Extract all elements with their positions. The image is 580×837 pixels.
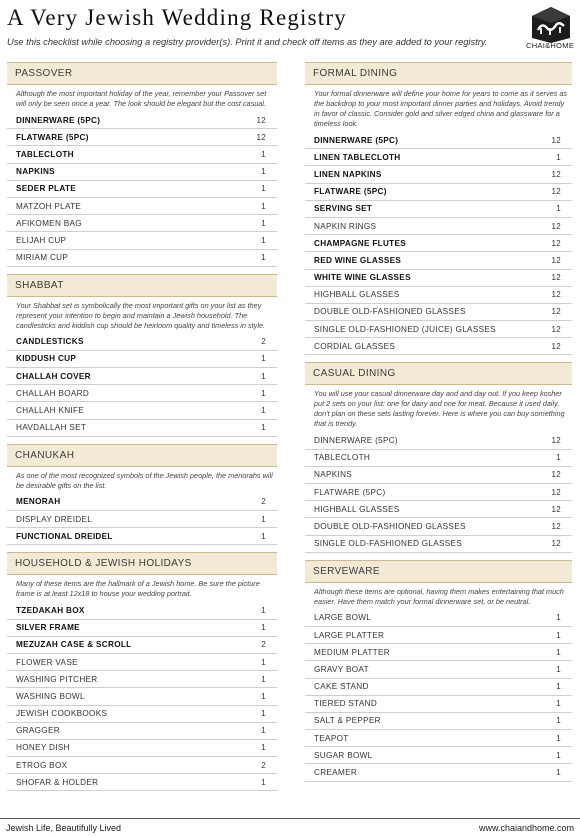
item-name: FLATWARE (5PC) [16, 132, 89, 142]
registry-item-row [305, 450, 572, 467]
item-quantity: 12 [256, 115, 266, 125]
item-name: MENORAH [16, 497, 61, 507]
item-quantity: 1 [261, 726, 266, 736]
item-quantity: 1 [556, 716, 561, 726]
item-quantity: 1 [261, 201, 266, 211]
item-name: GRAGGER [16, 726, 60, 736]
registry-item-row [305, 287, 572, 304]
registry-item-row [7, 181, 277, 198]
item-quantity: 1 [556, 733, 561, 743]
section-household-jewish-holidays [7, 552, 277, 791]
item-name: LINEN TABLECLOTH [314, 152, 401, 162]
item-name: SINGLE OLD-FASHIONED (JUICE) GLASSES [314, 324, 496, 334]
registry-item-row [7, 420, 277, 437]
item-quantity: 1 [261, 691, 266, 701]
item-name: SILVER FRAME [16, 623, 80, 633]
registry-item-row [305, 501, 572, 518]
item-name: SERVING SET [314, 204, 373, 214]
registry-item-row [7, 637, 277, 654]
item-quantity: 12 [551, 436, 561, 446]
item-quantity: 1 [261, 354, 266, 364]
item-quantity: 1 [556, 204, 561, 214]
registry-item-row [7, 250, 277, 267]
registry-item-row [7, 164, 277, 181]
item-name: WASHING BOWL [16, 691, 85, 701]
item-name: ELIJAH CUP [16, 235, 67, 245]
footer-website-link[interactable]: www.chaiandhome.com [478, 823, 574, 833]
item-name: RED WINE GLASSES [314, 255, 402, 265]
registry-item-row [7, 351, 277, 368]
item-quantity: 12 [551, 470, 561, 480]
item-quantity: 12 [551, 307, 561, 317]
footer-divider [0, 818, 580, 819]
item-name: CREAMER [314, 768, 358, 778]
footer-tagline: Jewish Life, Beautifully Lived [6, 823, 122, 833]
item-name: LARGE PLATTER [314, 630, 385, 640]
registry-item-row [305, 218, 572, 235]
registry-item-row [305, 536, 572, 553]
registry-item-row [7, 706, 277, 723]
section-heading: CHANUKAH [7, 444, 277, 467]
item-quantity: 1 [261, 423, 266, 433]
item-quantity: 12 [551, 221, 561, 231]
item-quantity: 1 [261, 253, 266, 263]
item-quantity: 1 [556, 152, 561, 162]
section-heading: HOUSEHOLD & JEWISH HOLIDAYS [7, 552, 277, 575]
left-column [7, 62, 277, 798]
registry-item-row [7, 671, 277, 688]
item-name: HIGHBALL GLASSES [314, 504, 400, 514]
registry-item-row [305, 149, 572, 166]
item-quantity: 2 [261, 497, 266, 507]
registry-item-row [305, 166, 572, 183]
item-quantity: 1 [261, 371, 266, 381]
item-quantity: 1 [261, 514, 266, 524]
section-heading: SHABBAT [7, 274, 277, 297]
registry-item-row [7, 757, 277, 774]
section-heading: FORMAL DINING [305, 62, 572, 85]
registry-item-row [7, 654, 277, 671]
item-quantity: 12 [551, 341, 561, 351]
item-name: CHALLAH KNIFE [16, 406, 85, 416]
section-chanukah [7, 444, 277, 546]
chai-and-home-logo-icon [524, 4, 578, 44]
section-heading: PASSOVER [7, 62, 277, 85]
item-name: FUNCTIONAL DREIDEL [16, 531, 113, 541]
item-quantity: 12 [551, 487, 561, 497]
item-name: DINNERWARE (5PC) [314, 436, 398, 446]
item-name: ETROG BOX [16, 760, 68, 770]
item-quantity: 12 [551, 255, 561, 265]
registry-item-row [305, 252, 572, 269]
registry-item-row [7, 723, 277, 740]
registry-item-row [305, 696, 572, 713]
section-serveware [305, 560, 572, 782]
item-name: TABLECLOTH [314, 453, 371, 463]
section-description: As one of the most recognized symbols of the Jewish people, the menorahs will be desirable gifts on the list. [16, 470, 273, 490]
registry-item-row [305, 713, 572, 730]
item-name: DISPLAY DREIDEL [16, 514, 93, 524]
item-quantity: 1 [261, 149, 266, 159]
item-quantity: 1 [556, 613, 561, 623]
item-name: LARGE BOWL [314, 613, 372, 623]
registry-item-row [7, 494, 277, 511]
item-quantity: 12 [551, 238, 561, 248]
registry-item-row [7, 198, 277, 215]
section-formal-dining [305, 62, 572, 355]
registry-item-row [305, 764, 572, 781]
registry-item-row [7, 112, 277, 129]
section-heading: CASUAL DINING [305, 362, 572, 385]
item-name: CANDLESTICKS [16, 337, 84, 347]
item-name: NAPKINS [314, 470, 353, 480]
item-name: SALT & PEPPER [314, 716, 381, 726]
item-name: HIGHBALL GLASSES [314, 290, 400, 300]
item-name: HONEY DISH [16, 743, 70, 753]
item-quantity: 12 [551, 521, 561, 531]
section-description: You will use your casual dinnerware day and and day out. If you keep kosher put 2 sets on your list: one for dairy and one for meat. Because it used daily, don't plan on these sets lasting forever. Here is where you can buy something that is trendy. [314, 389, 565, 429]
item-name: NAPKINS [16, 167, 55, 177]
item-quantity: 12 [551, 187, 561, 197]
registry-item-row [7, 774, 277, 791]
registry-item-row [7, 620, 277, 637]
item-quantity: 2 [261, 640, 266, 650]
item-name: LINEN NAPKINS [314, 169, 382, 179]
page-title: A Very Jewish Wedding Registry [7, 5, 347, 30]
registry-item-row [305, 679, 572, 696]
item-quantity: 12 [551, 539, 561, 549]
item-name: DOUBLE OLD-FASHIONED GLASSES [314, 307, 466, 317]
item-quantity: 1 [261, 743, 266, 753]
item-quantity: 1 [261, 184, 266, 194]
item-quantity: 12 [551, 504, 561, 514]
item-name: GRAVY BOAT [314, 664, 369, 674]
item-name: CHAMPAGNE FLUTES [314, 238, 406, 248]
registry-item-row [7, 402, 277, 419]
registry-item-row [7, 129, 277, 146]
registry-item-row [7, 215, 277, 232]
item-quantity: 1 [261, 167, 266, 177]
registry-item-row [305, 747, 572, 764]
item-quantity: 12 [551, 169, 561, 179]
item-quantity: 1 [261, 623, 266, 633]
item-name: CHALLAH COVER [16, 371, 91, 381]
registry-item-row [305, 432, 572, 449]
item-name: MEZUZAH CASE & SCROLL [16, 640, 132, 650]
item-name: DINNERWARE (5PC) [314, 135, 399, 145]
item-name: SINGLE OLD-FASHIONED GLASSES [314, 539, 463, 549]
item-quantity: 1 [556, 750, 561, 760]
item-quantity: 1 [556, 699, 561, 709]
section-description: Although the most important holiday of the year, remember your Passover set will only be seen once a year. The look should be elegant but the cost casual. [16, 89, 267, 108]
registry-item-row [7, 602, 277, 619]
section-description: Although these items are optional, having them makes entertaining that much easier. Have them match your formal dinnerware set, or be neutral. [314, 586, 564, 606]
item-name: MATZOH PLATE [16, 201, 82, 211]
item-quantity: 1 [261, 218, 266, 228]
item-quantity: 1 [261, 388, 266, 398]
registry-item-row [305, 235, 572, 252]
registry-item-row [7, 146, 277, 163]
registry-item-row [305, 661, 572, 678]
item-name: CAKE STAND [314, 682, 369, 692]
registry-item-row [305, 270, 572, 287]
registry-item-row [305, 467, 572, 484]
item-quantity: 1 [261, 709, 266, 719]
registry-item-row [305, 610, 572, 627]
item-quantity: 12 [551, 324, 561, 334]
item-name: WHITE WINE GLASSES [314, 273, 411, 283]
item-name: DINNERWARE (5PC) [16, 115, 101, 125]
item-name: WASHING PITCHER [16, 674, 98, 684]
registry-item-row [305, 184, 572, 201]
item-name: FLATWARE (5PC) [314, 487, 386, 497]
section-passover [7, 62, 277, 267]
registry-item-row [7, 511, 277, 528]
item-name: SHOFAR & HOLDER [16, 777, 99, 787]
registry-item-row [7, 334, 277, 351]
logo-wordmark: CHAI&HOME [526, 41, 575, 50]
page-subtitle: Use this checklist while choosing a registry provider(s). Print it and check off items as they are added to your registry. [7, 37, 488, 47]
section-casual-dining [305, 362, 572, 552]
item-name: TIERED STAND [314, 699, 378, 709]
registry-item-row [305, 627, 572, 644]
registry-item-row [305, 304, 572, 321]
item-quantity: 12 [551, 290, 561, 300]
item-name: TZEDAKAH BOX [16, 605, 85, 615]
registry-item-row [305, 321, 572, 338]
section-heading: SERVEWARE [305, 560, 572, 583]
section-shabbat [7, 274, 277, 437]
registry-item-row [305, 132, 572, 149]
item-quantity: 12 [551, 135, 561, 145]
item-name: NAPKIN RINGS [314, 221, 377, 231]
item-quantity: 1 [556, 768, 561, 778]
item-name: FLATWARE (5PC) [314, 187, 387, 197]
item-quantity: 1 [556, 664, 561, 674]
item-name: SEDER PLATE [16, 184, 77, 194]
item-quantity: 1 [556, 647, 561, 657]
item-quantity: 1 [556, 453, 561, 463]
registry-item-row [7, 368, 277, 385]
item-quantity: 1 [261, 657, 266, 667]
registry-item-row [305, 730, 572, 747]
item-quantity: 12 [551, 273, 561, 283]
registry-item-row [7, 688, 277, 705]
registry-item-row [305, 201, 572, 218]
item-name: SUGAR BOWL [314, 750, 373, 760]
registry-item-row [7, 740, 277, 757]
section-description: Your Shabbat set is symbolically the most important gifts on your list as they represent your intention to begin and maintain a Jewish household. The candlesticks and kiddish cup should be heirloom quality and timeless in style. [16, 300, 266, 330]
item-quantity: 12 [256, 132, 266, 142]
registry-item-row [7, 232, 277, 249]
item-name: HAVDALLAH SET [16, 423, 87, 433]
section-description: Many of these items are the hallmark of a Jewish home. Be sure the picture frame is at least 12x18 to house your wedding portrait. [16, 579, 260, 599]
registry-item-row [7, 385, 277, 402]
item-name: TEAPOT [314, 733, 349, 743]
item-quantity: 2 [261, 760, 266, 770]
item-name: FLOWER VASE [16, 657, 78, 667]
registry-item-row [305, 338, 572, 355]
item-name: TABLECLOTH [16, 149, 74, 159]
item-name: MIRIAM CUP [16, 253, 69, 263]
section-description: Your formal dinnerware will define your home for years to come as it serves as the backdrop to your most important dinner parties and holidays. Avoid trendy in favor of classic. Consider gold and silver edged china and glassware for a timeless look. [314, 89, 568, 128]
item-name: MEDIUM PLATTER [314, 647, 390, 657]
item-name: CORDIAL GLASSES [314, 341, 396, 351]
right-column [305, 62, 572, 789]
item-quantity: 2 [261, 337, 266, 347]
item-quantity: 1 [261, 531, 266, 541]
registry-item-row [7, 528, 277, 545]
item-quantity: 1 [261, 674, 266, 684]
registry-item-row [305, 484, 572, 501]
registry-item-row [305, 644, 572, 661]
item-quantity: 1 [261, 406, 266, 416]
item-name: AFIKOMEN BAG [16, 218, 82, 228]
item-name: JEWISH COOKBOOKS [16, 709, 108, 719]
item-name: KIDDUSH CUP [16, 354, 77, 364]
item-name: CHALLAH BOARD [16, 388, 90, 398]
registry-item-row [305, 518, 572, 535]
item-quantity: 1 [261, 235, 266, 245]
item-quantity: 1 [261, 605, 266, 615]
item-name: DOUBLE OLD-FASHIONED GLASSES [314, 521, 466, 531]
item-quantity: 1 [261, 777, 266, 787]
item-quantity: 1 [556, 682, 561, 692]
item-quantity: 1 [556, 630, 561, 640]
